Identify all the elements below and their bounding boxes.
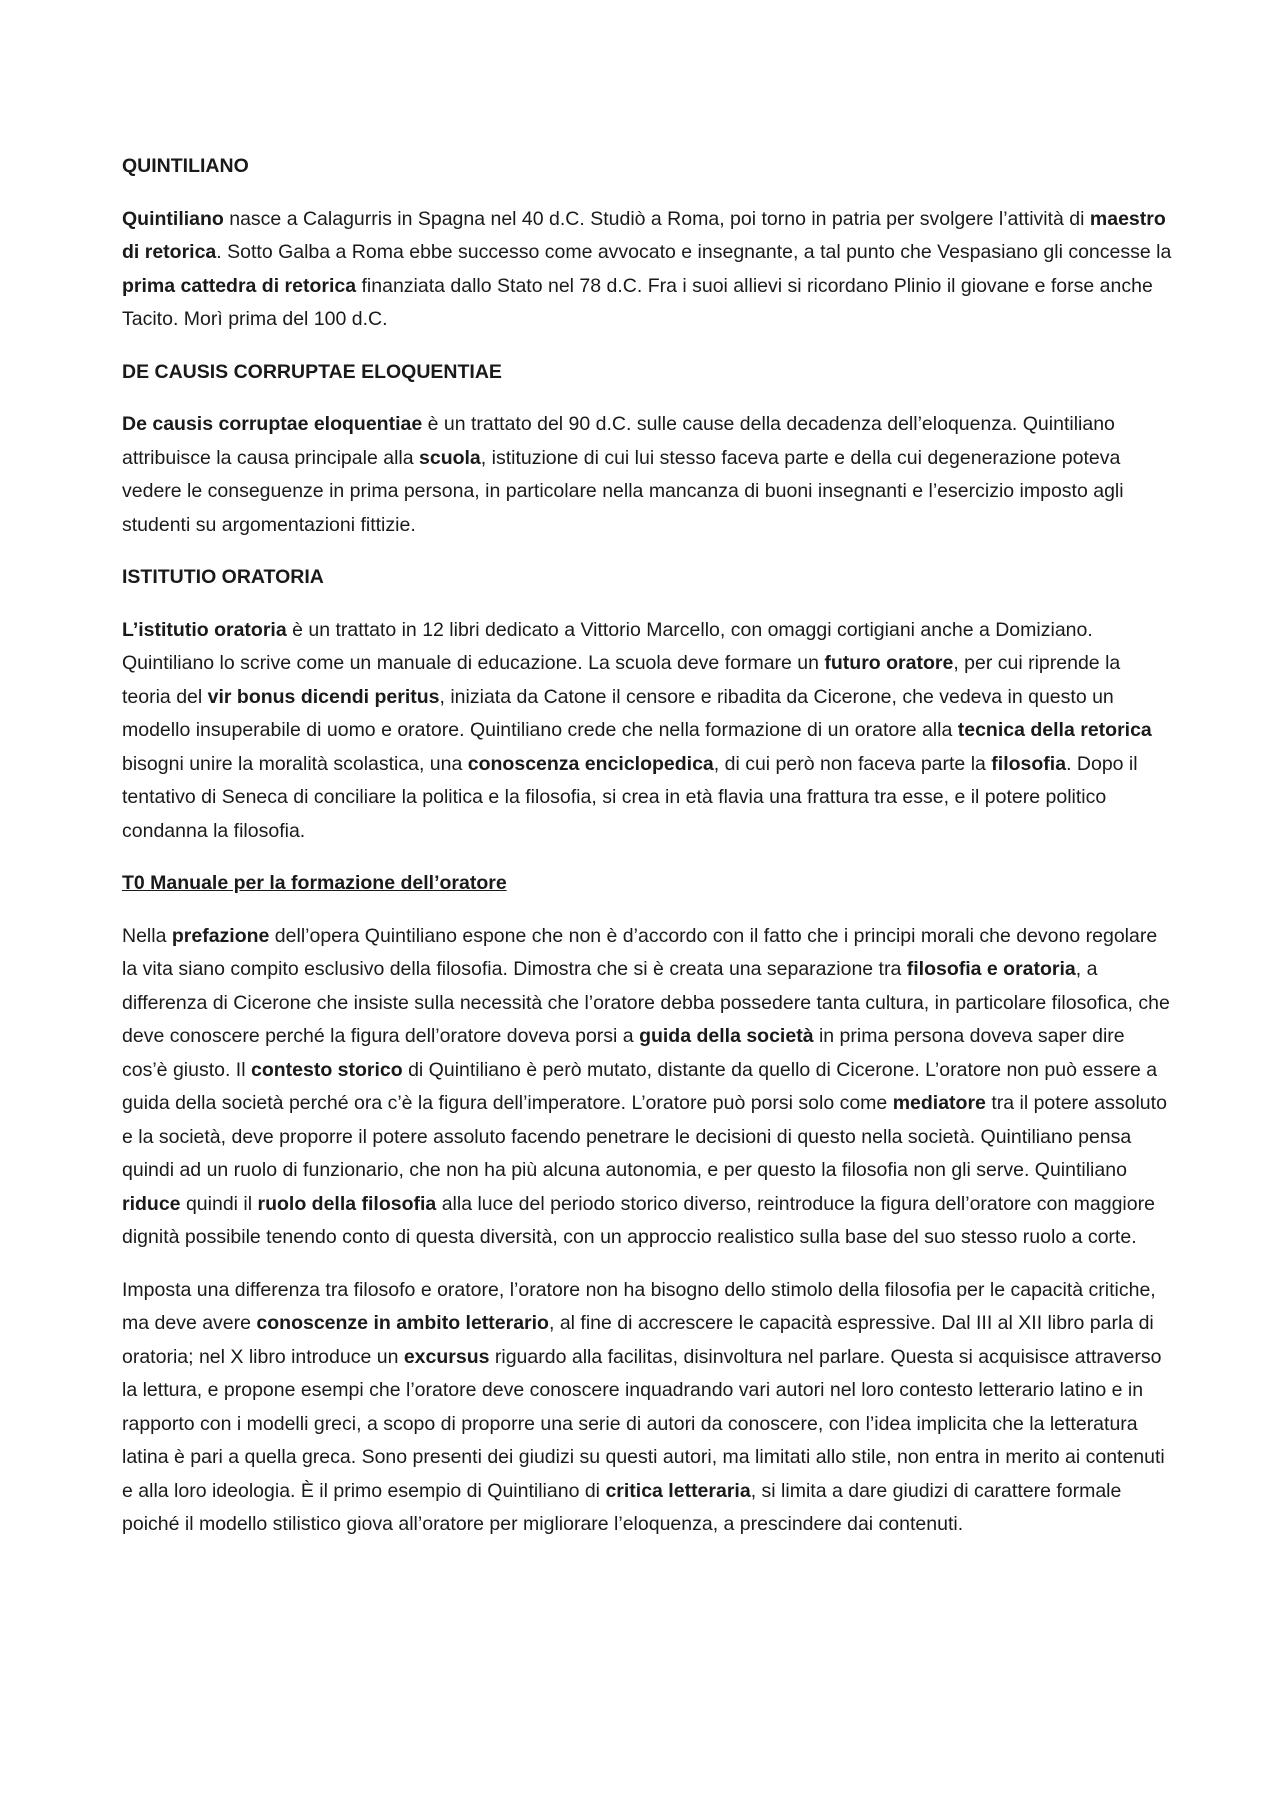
text-run: finanziata dallo Stato nel 78 d.C. Fra i suoi allievi si ricordano Plinio il giovane e forse anche Tacito. Morì prima del 100 d.C. bbox=[122, 274, 1153, 330]
bold-text: critica letteraria bbox=[605, 1479, 751, 1502]
bold-text: futuro oratore bbox=[824, 652, 954, 674]
bold-text: conoscenze in ambito letterario bbox=[256, 1312, 549, 1334]
text-run: , a differenza di Cicerone che insiste sulla necessità che l’oratore debba possedere tanta cultura, in particolare filosofica, che deve conoscere perché la figura dell’oratore doveva porsi a bbox=[122, 958, 1170, 1047]
text-run: , istituzione di cui lui stesso faceva parte e della cui degenerazione poteva vedere le conseguenze in prima persona, in particolare nella mancanza di buoni insegnanti e l’esercizio imposto agli studenti su argomentazioni fittizie. bbox=[122, 446, 1124, 536]
text-run: , per cui riprende la teoria del bbox=[122, 652, 1121, 708]
section-quintiliano bbox=[122, 150, 1172, 337]
bold-text: mediatore bbox=[892, 1092, 986, 1114]
bold-text: conoscenza enciclopedica bbox=[467, 752, 714, 775]
text-run: quindi il bbox=[180, 1192, 258, 1215]
text-run: è un trattato del 90 d.C. sulle cause della decadenza dell’eloquenza. Quintiliano attribuisce la causa principale alla bbox=[122, 413, 1115, 469]
text-run: . Sotto Galba a Roma ebbe successo come avvocato e insegnante, a tal punto che Vespasiano gli concesse la bbox=[216, 241, 1172, 263]
section-t0-manuale bbox=[122, 867, 1172, 1542]
bold-text: guida della società bbox=[639, 1025, 814, 1047]
text-run: tra il potere assoluto e la società, deve proporre il potere assoluto facendo penetrare le decisioni di questo nella società. Quintiliano pensa quindi ad un ruolo di funzionario, che non ha più alcuna autonomia, e per questo la filosofia non gli serve. Quintiliano bbox=[122, 1092, 1167, 1181]
section-de-causis bbox=[122, 356, 1172, 543]
text-run: nasce a Calagurris in Spagna nel 40 d.C. Studiò a Roma, poi torno in patria per svolgere l’attività di bbox=[223, 207, 1090, 230]
bold-text: Quintiliano bbox=[122, 207, 224, 230]
text-run: alla luce del periodo storico diverso, reintroduce la figura dell’oratore con maggiore dignità possibile tenendo conto di questa diversità, con un approccio realistico sulla base del suo stesso ruolo a corte. bbox=[122, 1192, 1155, 1248]
bold-text: contesto storico bbox=[250, 1058, 403, 1081]
paragraph bbox=[122, 408, 1172, 542]
bold-text: excursus bbox=[403, 1345, 490, 1368]
section-heading: QUINTILIANO bbox=[122, 155, 249, 177]
bold-text: De causis corruptae eloquentiae bbox=[122, 413, 423, 435]
bold-text: ruolo della filosofia bbox=[257, 1192, 437, 1215]
bold-text: filosofia bbox=[991, 752, 1067, 775]
paragraph bbox=[122, 1274, 1172, 1542]
text-run: bisogni unire la moralità scolastica, una bbox=[122, 752, 468, 775]
bold-text: maestro di retorica bbox=[122, 207, 1166, 263]
bold-text: prima cattedra di retorica bbox=[122, 274, 357, 297]
bold-text: scuola bbox=[419, 446, 481, 469]
paragraph bbox=[122, 203, 1172, 337]
text-run: , di cui però non faceva parte la bbox=[713, 752, 992, 775]
text-run: , iniziata da Catone il censore e ribadita da Cicerone, che vedeva in questo un modello insuperabile di uomo e oratore. Quintiliano crede che nella formazione di un oratore alla bbox=[122, 685, 1114, 741]
text-run: in prima persona doveva saper dire cos’è giusto. Il bbox=[122, 1025, 1125, 1081]
bold-text: L’istitutio oratoria bbox=[122, 618, 287, 641]
bold-text: tecnica della retorica bbox=[957, 719, 1152, 741]
text-run: riguardo alla facilitas, disinvoltura nel parlare. Questa si acquisisce attraverso la lettura, e propone esempi che l’oratore deve conoscere inquadrando vari autori nel loro contesto letterario latino e in rapporto con i modelli greci, a scopo di proporre una serie di autori da conoscere, con l’idea implicita che la letteratura latina è pari a quella greca. Sono presenti dei giudizi su questi autori, ma limitati allo stile, non entra in merito ai contenuti e alla loro ideologia. È il primo esempio di Quintiliano di bbox=[122, 1345, 1165, 1502]
text-run: è un trattato in 12 libri dedicato a Vittorio Marcello, con omaggi cortigiani anche a Domiziano. Quintiliano lo scrive come un manuale di educazione. La scuola deve formare un bbox=[122, 618, 1093, 674]
bold-text: riduce bbox=[122, 1192, 181, 1215]
section-heading: T0 Manuale per la formazione dell’oratore bbox=[122, 872, 507, 894]
text-run: Imposta una differenza tra filosofo e oratore, l’oratore non ha bisogno dello stimolo della filosofia per le capacità critiche, ma deve avere bbox=[122, 1278, 1156, 1334]
section-heading: DE CAUSIS CORRUPTAE ELOQUENTIAE bbox=[122, 360, 502, 383]
document-page bbox=[122, 150, 1172, 1561]
section-heading: ISTITUTIO ORATORIA bbox=[122, 566, 324, 588]
paragraph bbox=[122, 920, 1172, 1255]
bold-text: vir bonus dicendi peritus bbox=[207, 685, 440, 708]
text-run: . Dopo il tentativo di Seneca di conciliare la politica e la filosofia, si crea in età flavia una frattura tra esse, e il potere politico condanna la filosofia. bbox=[122, 752, 1138, 842]
text-run: di Quintiliano è però mutato, distante da quello di Cicerone. L’oratore non può essere a guida della società perché ora c’è la figura dell’imperatore. L’oratore può porsi solo come bbox=[122, 1058, 1158, 1114]
text-run: dell’opera Quintiliano espone che non è d’accordo con il fatto che i principi morali che devono regolare la vita siano compito esclusivo della filosofia. Dimostra che si è creata una separazione tra bbox=[122, 924, 1158, 980]
bold-text: prefazione bbox=[171, 924, 270, 947]
section-istitutio-oratoria bbox=[122, 561, 1172, 848]
bold-text: filosofia e oratoria bbox=[906, 958, 1076, 980]
text-run: , al fine di accrescere le capacità espressive. Dal III al XII libro parla di oratoria; nel X libro introduce un bbox=[122, 1312, 1154, 1368]
text-run: , si limita a dare giudizi di carattere formale poiché il modello stilistico giova all’oratore per migliorare l’eloquenza, a prescindere dai contenuti. bbox=[122, 1479, 1122, 1535]
paragraph bbox=[122, 614, 1172, 849]
text-run: Nella bbox=[122, 924, 172, 947]
